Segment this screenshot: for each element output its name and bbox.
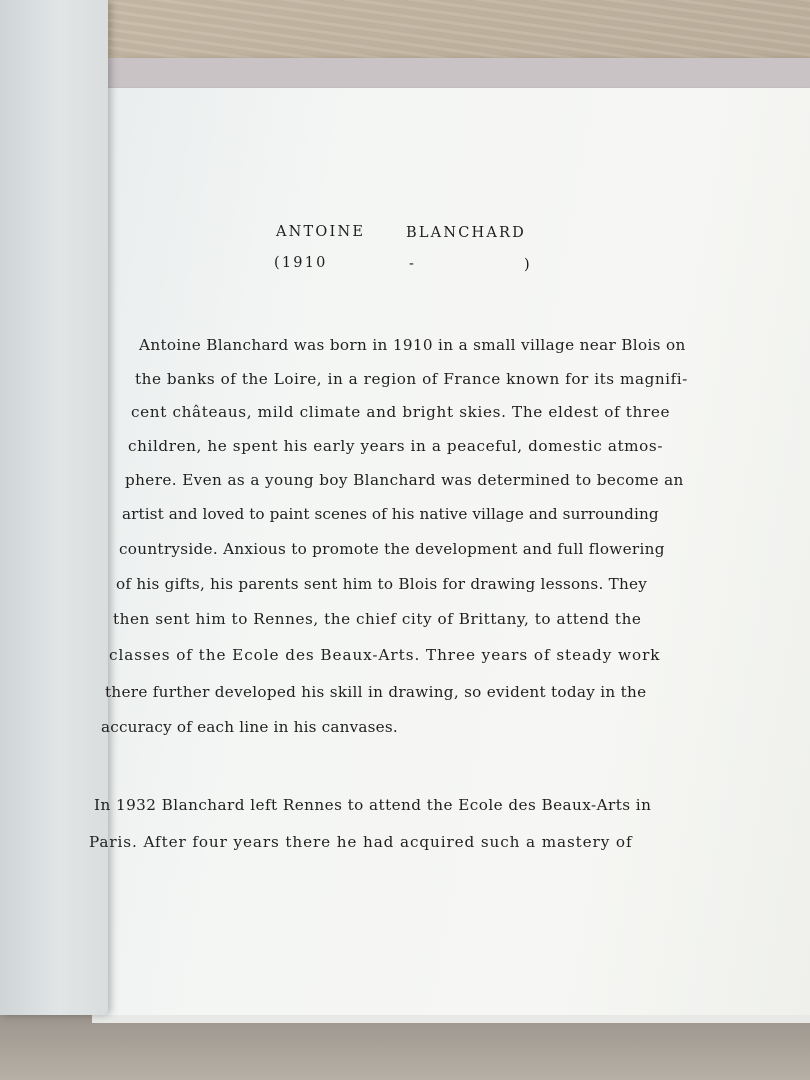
paragraph-line: there further developed his skill in drawing, so evident today in the (105, 683, 647, 701)
left-page-leaf (0, 0, 108, 1015)
artist-last-name: BLANCHARD (406, 225, 526, 241)
paragraph-line: classes of the Ecole des Beaux-Arts. Three years of steady work (109, 646, 661, 664)
paragraph-line: phere. Even as a young boy Blanchard was determined to become an (125, 471, 684, 489)
paragraph-line: the banks of the Loire, in a region of France known for its magnifi- (135, 370, 688, 388)
paragraph-line: cent châteaus, mild climate and bright skies. The eldest of three (131, 403, 671, 421)
paragraph-line: then sent him to Rennes, the chief city of Brittany, to attend the (113, 610, 642, 628)
paragraph-line: artist and loved to paint scenes of his native village and surrounding (122, 505, 659, 523)
paragraph-line: accuracy of each line in his canvases. (101, 718, 398, 736)
paragraph-line: Paris. After four years there he had acquired such a mastery of (89, 833, 633, 851)
paragraph-line: Antoine Blanchard was born in 1910 in a small village near Blois on (139, 336, 686, 354)
years-dash: - (409, 256, 417, 272)
years-close-paren: ) (524, 257, 532, 273)
birth-year: (1910 (274, 255, 328, 271)
artist-first-name: ANTOINE (276, 224, 366, 240)
page-bottom-edge (0, 1015, 810, 1080)
paragraph-line: countryside. Anxious to promote the development and full flowering (119, 540, 665, 558)
paragraph-line: children, he spent his early years in a peaceful, domestic atmos- (128, 437, 664, 455)
paragraph-line: In 1932 Blanchard left Rennes to attend the Ecole des Beaux-Arts in (94, 796, 652, 814)
paragraph-line: of his gifts, his parents sent him to Blois for drawing lessons. They (116, 575, 648, 593)
